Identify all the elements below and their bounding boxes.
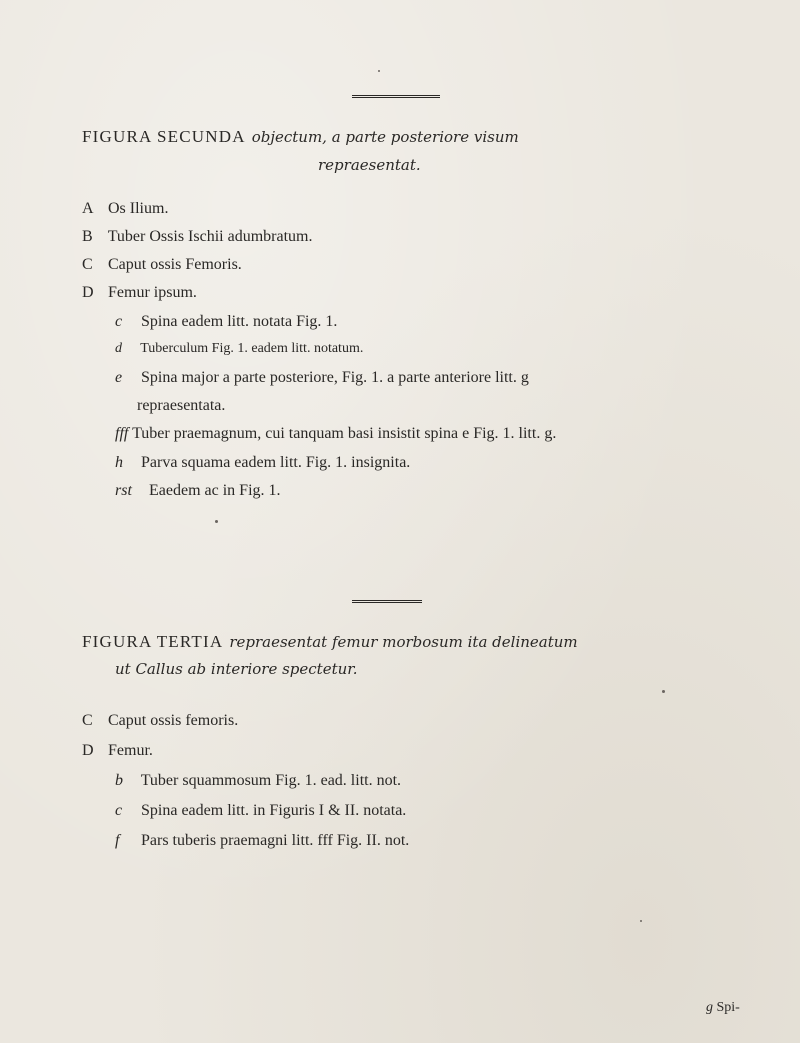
ft-item-d [82, 742, 153, 760]
ornament-rule-top [352, 95, 440, 98]
ft-item-key: b [115, 772, 123, 789]
fs-item-key: D [82, 284, 94, 301]
ft-item-text: Spina eadem litt. in Figuris I & II. notata. [141, 802, 407, 819]
fs-item-text: Tuber praemagnum, cui tanquam basi insistit spina e Fig. 1. litt. g. [132, 425, 557, 442]
fs-item-b [82, 228, 312, 246]
ft-item-c-small [115, 802, 406, 820]
fs-item-key: c [115, 313, 123, 330]
figura-tertia-title-italic: repraesentat femur morbosum ita delineatum [229, 633, 578, 651]
fs-item-d [82, 284, 197, 302]
fs-item-key: A [82, 200, 94, 217]
figura-secunda-subtitle: repraesentat. [318, 156, 421, 174]
figura-secunda-heading [82, 127, 519, 147]
ft-item-text: Pars tuberis praemagni litt. fff Fig. II. not. [141, 832, 410, 849]
figura-secunda-title-italic: objectum, a parte posteriore visum [251, 128, 519, 146]
fs-item-text: Spina eadem litt. notata Fig. 1. [141, 313, 338, 330]
fs-item-text: Os Ilium. [108, 200, 169, 217]
ft-item-key: c [115, 802, 123, 819]
ft-item-f-small [115, 832, 409, 850]
ft-item-c [82, 712, 238, 730]
fs-item-h [115, 454, 410, 472]
fs-item-a [82, 200, 168, 218]
fs-item-c [82, 256, 242, 274]
catchword-key: g [706, 1000, 713, 1015]
fs-item-text: Caput ossis Femoris. [108, 256, 242, 273]
ft-item-b-small [115, 772, 401, 790]
figura-secunda-title: FIGURA SECUNDA [82, 127, 246, 146]
ft-item-key: D [82, 742, 94, 759]
fs-item-e-small [115, 369, 529, 387]
ft-item-key: f [115, 832, 120, 849]
catchword [706, 1000, 740, 1016]
fs-item-text: Spina major a parte posteriore, Fig. 1. a parte anteriore litt. g [141, 369, 529, 386]
fs-item-key: C [82, 256, 93, 273]
fs-item-key: h [115, 454, 123, 471]
paper-speck [215, 520, 218, 523]
ft-item-text: Tuber squammosum Fig. 1. ead. litt. not. [140, 772, 402, 789]
catchword-text: Spi- [716, 1000, 740, 1015]
fs-item-c-small [115, 313, 337, 331]
fs-item-key: B [82, 228, 93, 245]
ft-item-key: C [82, 712, 93, 729]
fs-item-text: Eaedem ac in Fig. 1. [149, 482, 281, 499]
fs-item-key: d [115, 341, 122, 356]
ft-item-text: Femur. [108, 742, 153, 759]
fs-item-e-continuation [137, 397, 225, 415]
figura-tertia-subtitle: ut Callus ab interiore spectetur. [115, 660, 358, 678]
paper-speck [378, 70, 380, 72]
fs-item-d-small [115, 341, 363, 357]
fs-item-text: Tuber Ossis Ischii adumbratum. [107, 228, 313, 245]
fs-item-fff [115, 425, 556, 443]
ft-item-text: Caput ossis femoris. [108, 712, 239, 729]
paper-speck [662, 690, 665, 693]
fs-item-key: fff [115, 425, 129, 442]
fs-item-text: repraesentata. [137, 397, 226, 414]
fs-item-text: Tuberculum Fig. 1. eadem litt. notatum. [140, 341, 364, 356]
fs-item-key: rst [115, 482, 132, 499]
ornament-rule-middle [352, 600, 422, 603]
figura-tertia-heading [82, 632, 578, 652]
fs-item-rst [115, 482, 281, 500]
fs-item-key: e [115, 369, 123, 386]
fs-item-text: Femur ipsum. [108, 284, 197, 301]
fs-item-text: Parva squama eadem litt. Fig. 1. insignita. [141, 454, 411, 471]
paper-speck [640, 920, 642, 922]
figura-tertia-title: FIGURA TERTIA [82, 632, 224, 651]
